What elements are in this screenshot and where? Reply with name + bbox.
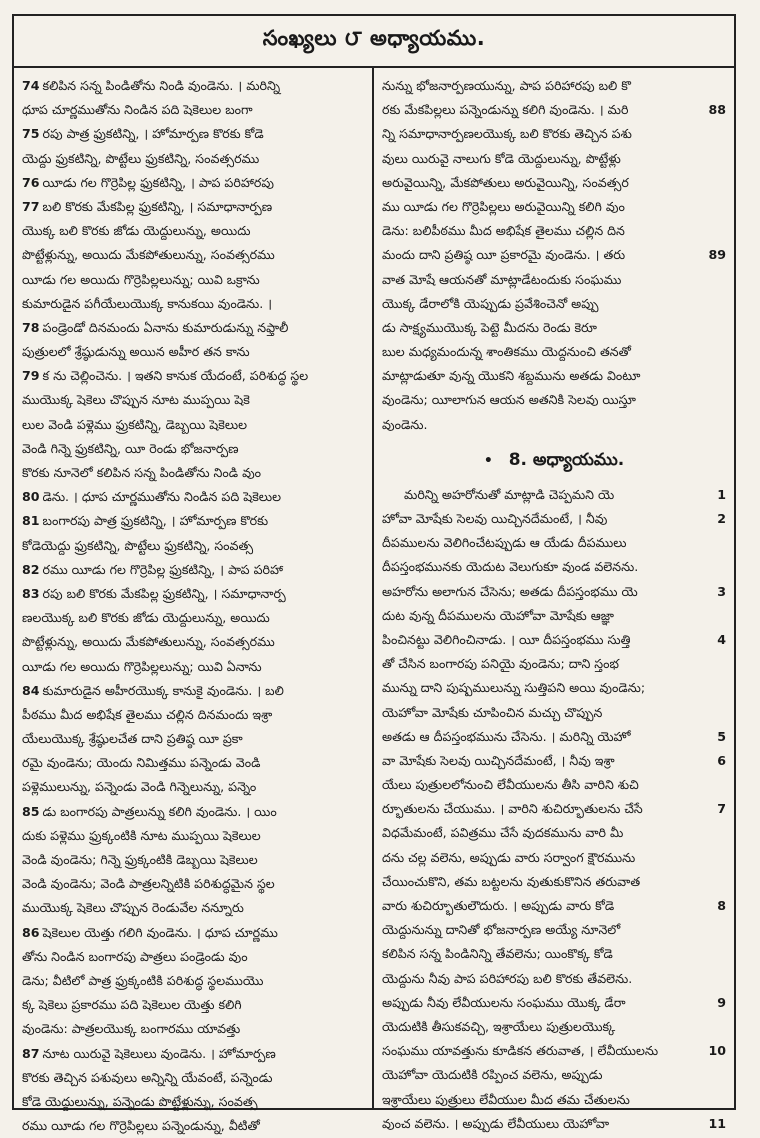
text-line xyxy=(22,679,364,703)
text-line xyxy=(22,437,364,461)
text-line xyxy=(22,945,364,969)
line-text: బలి కొరకు మేకపిల్ల ఫ్రుకటిన్ని, । సమాధానార్పణ xyxy=(42,198,273,214)
line-text: డెను: బలిపీఠము మీద అభిషేక తైలము చల్లిన దిన xyxy=(382,223,625,239)
verse-number: 88 xyxy=(706,98,726,122)
text-line xyxy=(382,749,726,773)
text-line xyxy=(22,824,364,848)
text-line xyxy=(382,1039,726,1063)
text-line xyxy=(382,268,726,292)
line-text: వులు యిరువై నాలుగు కోడె యెద్దులున్ను, పొట్టేళ్లు xyxy=(382,150,621,166)
text-line xyxy=(382,918,726,942)
line-text: అతడు ఆ దీపస్తంభమును చేసెను. । మరిన్ని యెహో xyxy=(382,728,631,744)
line-text: మాట్లాడుతూ వున్న యొకని శబ్దమును అతడు వింటూ xyxy=(382,368,641,384)
text-line xyxy=(22,969,364,993)
verse-number: 8 xyxy=(715,894,726,918)
text-line xyxy=(22,485,364,509)
verse-number: 87 xyxy=(22,1045,40,1061)
text-columns xyxy=(14,68,734,1134)
text-line xyxy=(22,292,364,316)
line-text: దీపస్తంభమునకు యెదుట వెలుగుకూ వుండ వలెనను. xyxy=(382,559,639,575)
text-line xyxy=(382,555,726,579)
right-column xyxy=(374,68,734,1131)
verse-number: 86 xyxy=(22,924,40,940)
text-line xyxy=(382,483,726,507)
text-line xyxy=(382,364,726,388)
line-text: యొక్క బలి కొరకు జోడు యెద్దులున్ను, అయిదు xyxy=(22,223,251,239)
line-text: న్ని సమాధానార్పణలయొక్క బలి కొరకు తెచ్చిన పశు xyxy=(382,126,632,142)
line-text: యెద్దును నీవు పాప పరిహారపు బలి కొరకు తేవలెను. xyxy=(382,970,633,986)
text-line xyxy=(382,219,726,243)
verse-number: 1 xyxy=(715,483,726,507)
line-text: యెహోవా మోషేకు చూపించిన మచ్చు చొప్పున xyxy=(382,704,603,720)
scripture-page xyxy=(12,14,736,1134)
line-text: దుట వున్న దీపములను యెహోవా మోషేకు ఆజ్ఞా xyxy=(382,607,614,623)
text-line xyxy=(22,413,364,437)
line-text: ఇశ్రాయేలు పుత్రులు లేవీయుల మీద తమ చేతులను xyxy=(382,1091,630,1107)
verse-number: 6 xyxy=(715,749,726,773)
text-line xyxy=(22,461,364,485)
line-text: వుండెను: పాత్రలయొక్క బంగారము యావత్తు xyxy=(22,1021,241,1037)
text-line xyxy=(382,1063,726,1087)
line-text: కలిపిన సన్న పిండితోను నిండి వుండెను. । మరిన్ని xyxy=(42,78,281,93)
line-text: రపు బలి కొరకు మేకపిల్ల ఫ్రుకటిన్ని, । సమాధానార్ప xyxy=(42,585,286,601)
line-text: వాత మోషే ఆయనతో మాట్లాడేటందుకు సంఘము xyxy=(382,271,622,287)
verse-number: 84 xyxy=(22,682,40,698)
line-text: మున్ను దాని పుష్పములున్ను సుత్తిపని అయి వుండెను; xyxy=(382,680,646,696)
text-line xyxy=(382,894,726,918)
line-text: యీడు గల గొర్రెపిల్ల ఫ్రుకటిన్ని, । పాప పరిహారపు xyxy=(42,174,274,190)
line-text: క ను చెల్లించెను. । ఇతని కానుక యేదంటే, పరిశుద్ధ స్థల xyxy=(42,368,309,384)
line-text: దీపములను వెలిగించేటప్పుడు ఆ యేడు దీపములు xyxy=(382,535,627,551)
text-line xyxy=(22,751,364,775)
line-text: కుమారుడైన పగీయేలుయొక్క కానుకయి వుండెను. । xyxy=(22,295,273,311)
line-text: కొరకు నూనెలో కలిపిన సన్న పిండితోను నిండి వుం xyxy=(22,465,262,480)
text-line xyxy=(22,1114,364,1138)
line-text: డెను; వీటిలో పాత్ర ఫ్రుక్కంటికి పరిశుద్ధ స్థలముయొ xyxy=(22,972,264,988)
line-text: తోను నిండిన బంగారపు పాత్రలు పండ్రెండు వుం xyxy=(22,948,248,964)
text-line xyxy=(22,316,364,340)
text-line xyxy=(382,628,726,652)
line-text: నూట యిరువై షెకెలులు వుండెను. । హోమార్పణ xyxy=(42,1045,276,1061)
text-line xyxy=(22,727,364,751)
line-text: రకు మేకపిల్లలు పన్నెండున్ను కలిగి వుండెను. । మరి xyxy=(382,102,629,118)
text-line xyxy=(22,1066,364,1090)
chapter-8-text xyxy=(382,483,726,1136)
verse-number: 74 xyxy=(22,78,40,93)
text-line xyxy=(22,98,364,122)
text-line xyxy=(382,701,726,725)
verse-number: 83 xyxy=(22,585,40,601)
text-line xyxy=(22,388,364,412)
line-text: సంఘము యావత్తును కూడికన తరువాత, । లేవీయులను xyxy=(382,1043,659,1059)
page-title: సంఖ్యలు ౮ అధ్యాయము. xyxy=(262,26,486,50)
text-line xyxy=(382,1015,726,1039)
text-line xyxy=(382,797,726,821)
line-text: విధమేమంటే, పవిత్రము చేసే వుదకమును వారి మీ xyxy=(382,825,624,841)
verse-number: 11 xyxy=(706,1112,726,1136)
text-line xyxy=(22,800,364,824)
line-text: పీఠము మీద అభిషేక తైలము చల్లిన దినమందు ఇశ్రా xyxy=(22,706,273,722)
line-text: దను చల్ల వలెను, అప్పుడు వారు సర్వాంగ క్షౌరమును xyxy=(382,849,636,865)
chapter-heading xyxy=(382,437,726,483)
line-text: డు బంగారపు పాత్రలున్ను కలిగి వుండెను. । యిం xyxy=(42,803,277,819)
text-line xyxy=(22,703,364,727)
verse-number: 85 xyxy=(22,803,40,819)
verse-number: 80 xyxy=(22,489,40,505)
text-line xyxy=(22,243,364,267)
line-text: కుమారుడైన అహీరయొక్క కానుకై వుండెను. । బలి xyxy=(42,682,284,698)
verse-number: 5 xyxy=(715,725,726,749)
text-line xyxy=(382,388,726,412)
text-line xyxy=(382,292,726,316)
line-text: వా మోషేకు సెలవు యిచ్చినదేమంటే, । నీవు ఇశ్రా xyxy=(382,752,615,768)
line-text: క్క షెకెలు ప్రకారము పది షెకెలుల యెత్తు కలిగి xyxy=(22,997,242,1013)
text-line xyxy=(382,413,726,437)
line-text: వారు శుచిర్భూతులౌదురు. । అప్పుడు వారు కోడె xyxy=(382,898,615,913)
line-text: యెహోవా యెదుటికి రప్పించ వలెను, అప్పుడు xyxy=(382,1067,603,1083)
verse-number: 3 xyxy=(715,580,726,604)
text-line xyxy=(382,74,726,98)
text-line xyxy=(382,676,726,700)
text-line xyxy=(22,509,364,533)
text-line xyxy=(382,725,726,749)
line-text: వెండి వుండెను; వెండి పాత్రలన్నిటికి పరిశుద్ధమైన స్థల xyxy=(22,876,275,892)
verse-number: 82 xyxy=(22,561,40,577)
text-line xyxy=(382,243,726,267)
text-line xyxy=(22,195,364,219)
verse-number: 9 xyxy=(715,991,726,1015)
line-text: రము యీడు గల గొర్రెపిల్లలు పన్నెండున్ను, వీటితో xyxy=(22,1118,260,1134)
line-text: షెకెలుల యెత్తు గలిగి వుండెను. । ధూప చూర్ణము xyxy=(42,924,278,940)
line-text: పొట్టేళ్లున్ను, అయిదు మేకపోతులున్ను, సంవత్సరము xyxy=(22,247,275,263)
text-line xyxy=(22,171,364,195)
text-line xyxy=(22,582,364,606)
text-line xyxy=(382,942,726,966)
line-text: లుల వెండి పళ్లెము ఫ్రుకటిన్ని, డెబ్బయి షెకెలుల xyxy=(22,416,248,432)
text-line xyxy=(382,821,726,845)
verse-number: 2 xyxy=(715,507,726,531)
line-text: యేలు పుత్రులలోనుంచి లేవీయులను తీసి వారిని శుచి xyxy=(382,777,639,793)
verse-number: 89 xyxy=(706,243,726,267)
verse-number: 78 xyxy=(22,319,40,335)
line-text: అప్పుడు నీవు లేవీయులను సంఘము యొక్క డేరా xyxy=(382,994,626,1010)
line-text: పించినట్టు వెలిగించినాడు. । యీ దీపస్తంభము సుత్తి xyxy=(382,631,631,647)
line-text: కోడెయెద్దు ఫ్రుకటిన్ని, పొట్టేలు ఫ్రుకటిన్ని, సంవత్స xyxy=(22,537,254,553)
text-line xyxy=(22,364,364,388)
text-line xyxy=(22,630,364,654)
verse-number: 10 xyxy=(706,1039,726,1063)
text-line xyxy=(22,219,364,243)
line-text: దుకు పళ్లెము ఫ్రుక్కంటికి నూట ముప్పయి షెకెలుల xyxy=(22,827,261,843)
line-text: మరిన్ని అహరోనుతో మాట్లాడి చెప్పమని యె xyxy=(404,486,615,502)
line-text: డు సాక్ష్యముయొక్క పెట్టె మీదను రెండు కెరూ xyxy=(382,319,597,335)
line-text: పళ్లెములున్ను, పన్నెండు వెండి గిన్నెలున్ను, పన్నెం xyxy=(22,779,257,795)
line-text: ముయొక్క షెకెలు చొప్పున రెండువేల నన్నూరు xyxy=(22,900,244,916)
verse-number: 77 xyxy=(22,198,40,214)
text-line xyxy=(22,1090,364,1114)
text-line xyxy=(382,652,726,676)
line-text: చేయించుకొని, తమ బట్టలను వుతుకుకొనిన తరువాత xyxy=(382,873,641,889)
text-line xyxy=(22,1042,364,1066)
text-line xyxy=(382,967,726,991)
text-line xyxy=(382,171,726,195)
line-text: హోవా మోషేకు సెలవు యిచ్చినదేమంటే, । నీవు xyxy=(382,511,608,526)
line-text: పండ్రెండో దినమందు ఏనాను కుమారుడున్ను నఫ్తాలీ xyxy=(42,319,289,335)
page-header xyxy=(14,16,734,68)
line-text: ము యీడు గల గొర్రెపిల్లలు అరువైయిన్ని కలిగి వుం xyxy=(382,198,625,214)
text-line xyxy=(22,74,364,98)
text-line xyxy=(382,98,726,122)
text-line xyxy=(382,147,726,171)
text-line xyxy=(22,872,364,896)
text-line xyxy=(22,122,364,146)
text-line xyxy=(22,606,364,630)
line-text: యేలుయొక్క శ్రేష్ఠులచేత దాని ప్రతిష్ఠ యీ ప్రకా xyxy=(22,731,243,747)
line-text: మందు దాని ప్రతిష్ఠ యీ ప్రకారమై వుండెను. । తరు xyxy=(382,247,626,263)
text-line xyxy=(22,993,364,1017)
text-line xyxy=(22,848,364,872)
text-line xyxy=(382,507,726,531)
text-line xyxy=(22,1017,364,1041)
line-text: ధూప చూర్ణముతోను నిండిన పది షెకెలుల బంగా xyxy=(22,102,253,118)
text-line xyxy=(382,870,726,894)
text-line xyxy=(382,122,726,146)
text-line xyxy=(382,316,726,340)
text-line xyxy=(382,531,726,555)
text-line xyxy=(22,775,364,799)
line-text: ముయొక్క షెకెలు చొప్పున నూట ముప్పయి షెకె xyxy=(22,392,250,408)
text-line xyxy=(382,991,726,1015)
line-text: పుత్రులలో శ్రేష్ఠుడున్ను అయిన అహీర తన కాను xyxy=(22,344,250,360)
left-margin-marks xyxy=(0,0,10,1129)
text-line xyxy=(382,580,726,604)
line-text: యెదుటికి తీసుకవచ్చి, ఇశ్రాయేలు పుత్రులయొక్క xyxy=(382,1018,616,1034)
line-text: కోడె యెద్దులున్ను, పన్నెండు పొట్టేళ్లున్ను, సంవత్స xyxy=(22,1093,258,1109)
line-text: రము యీడు గల గొర్రెపిల్ల ఫ్రుకటిన్ని, । పాప పరిహా xyxy=(42,561,284,577)
text-line xyxy=(382,773,726,797)
line-text: తో చేసిన బంగారపు పనియై వుండెను; దాని స్తంభ xyxy=(382,656,619,672)
line-text: నున్ను భోజనార్పణయున్ను, పాప పరిహారపు బలి కొ xyxy=(382,78,632,93)
text-line xyxy=(22,534,364,558)
text-line xyxy=(382,1112,726,1136)
line-text: పొట్టేళ్లున్ను, అయిదు మేకపోతులున్ను, సంవత్సరము xyxy=(22,634,275,650)
text-line xyxy=(382,1088,726,1112)
text-line xyxy=(382,340,726,364)
line-text: వుండెను. xyxy=(382,416,428,432)
text-line xyxy=(22,921,364,945)
line-text: అహరోను అలాగున చేసెను; అతడు దీపస్తంభము యె xyxy=(382,583,638,599)
line-text: యెద్దునున్ను దానితో భోజనార్పణ అయ్యే నూనెలో xyxy=(382,922,621,938)
right-column-continuation xyxy=(382,74,726,437)
verse-number: 7 xyxy=(715,797,726,821)
line-text: యొక్క డేరాలోకి యెప్పుడు ప్రవేశించెనో అప్పు xyxy=(382,295,599,311)
text-line xyxy=(22,340,364,364)
line-text: వెండి వుండెను; గిన్నె ఫ్రుక్కంటికి డెబ్బయి షెకెలుల xyxy=(22,852,258,867)
line-text: వుండెను; యీలాగున ఆయన అతనికి సెలవు యిస్తూ xyxy=(382,392,636,408)
verse-number: 4 xyxy=(715,628,726,652)
line-text: వెండి గిన్నె ఫ్రుకటిన్ని, యీ రెండు భోజనార్పణ xyxy=(22,440,239,456)
line-text: బుల మధ్యమందున్న శాంతికము యెద్దనుంచి తనతో xyxy=(382,344,631,360)
line-text: రపు పాత్ర ఫ్రుకటిన్ని, । హోమార్పణ కొరకు కోడె xyxy=(42,126,264,142)
line-text: డెను. । ధూప చూర్ణముతోను నిండిన పది షెకెలుల xyxy=(42,489,282,505)
line-text: బంగారపు పాత్ర ఫ్రుకటిన్ని, । హోమార్పణ కొరకు xyxy=(42,513,269,529)
verse-number: 79 xyxy=(22,368,40,384)
line-text: వుంచ వలెను. । అప్పుడు లేవీయులు యెహోవా xyxy=(382,1115,610,1131)
line-text: కలిపిన సన్న పిండినిన్ని తేవలెను; యింకొక్క కోడె xyxy=(382,946,613,962)
line-text: యెద్దు ఫ్రుకటిన్ని, పొట్టేలు ఫ్రుకటిన్ని, సంవత్సరము xyxy=(22,150,260,166)
text-line xyxy=(22,558,364,582)
text-line xyxy=(22,655,364,679)
text-line xyxy=(22,896,364,920)
chapter-title: 8. అధ్యాయము. xyxy=(508,449,625,470)
text-line xyxy=(22,147,364,171)
line-text: ర్భూతులను చేయుము. । వారిని శుచిర్భూతులను చేసే xyxy=(382,801,643,817)
text-line xyxy=(382,846,726,870)
line-text: రమై వుండెను; యెందు నిమిత్తము పన్నెండు వెండి xyxy=(22,755,261,771)
line-text: అరువైయిన్ని, మేకపోతులు అరువైయిన్ని, సంవత్సర xyxy=(382,174,629,190)
text-line xyxy=(382,604,726,628)
line-text: కొరకు తెచ్చిన పశువులు అన్నిన్ని యేవంటే, పన్నెండు xyxy=(22,1069,273,1085)
line-text: యీడు గల అయిదు గొర్రెపిల్లలున్ను; యివి ఏనాను xyxy=(22,658,262,674)
line-text: ణలయొక్క బలి కొరకు జోడు యెద్దులున్ను, అయిదు xyxy=(22,610,270,626)
text-line xyxy=(22,268,364,292)
verse-number: 75 xyxy=(22,126,40,142)
bullet-mark: • xyxy=(483,452,493,469)
left-column xyxy=(14,68,374,1134)
line-text: యీడు గల అయిదు గొర్రెపిల్లలున్ను; యివి ఒక్రాను xyxy=(22,271,260,287)
verse-number: 81 xyxy=(22,513,40,529)
verse-number: 76 xyxy=(22,174,40,190)
text-line xyxy=(382,195,726,219)
